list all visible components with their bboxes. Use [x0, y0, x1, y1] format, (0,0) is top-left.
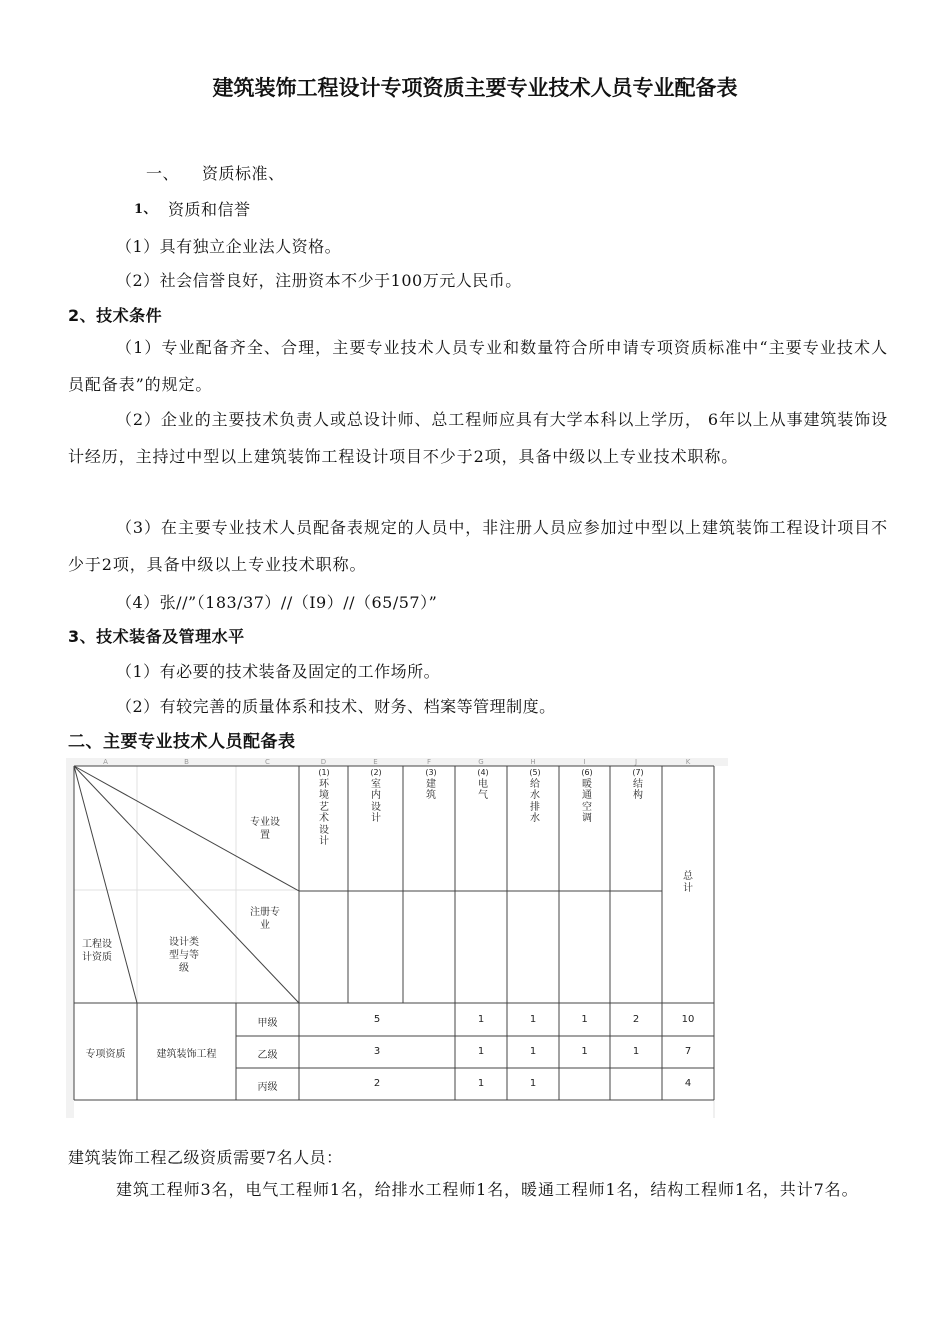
section1-heading: 资质标准、	[202, 164, 285, 183]
col-letter-b: B	[184, 758, 189, 766]
row1-h: 1	[529, 1014, 537, 1025]
major-7: (7) 结构	[632, 768, 644, 801]
subsection1-num: 1、	[134, 202, 158, 217]
label-design-type: 设计类型与等级	[169, 937, 199, 974]
cell-design-type: 建筑装饰工程	[156, 1049, 217, 1060]
item-1-1: （1）具有独立企业法人资格。	[116, 237, 342, 256]
row1-k: 10	[681, 1014, 695, 1025]
item-3-2: （2）有较完善的质量体系和技术、财务、档案等管理制度。	[116, 697, 556, 716]
row2-j: 1	[632, 1046, 640, 1057]
row1-j: 2	[632, 1014, 640, 1025]
grade-1: 甲级	[257, 1018, 278, 1029]
row2-k: 7	[684, 1046, 692, 1057]
page-title: 建筑装饰工程设计专项资质主要专业技术人员专业配备表	[212, 76, 738, 100]
note-requirement: 建筑装饰工程乙级资质需要7名人员：	[68, 1148, 343, 1167]
row2-i: 1	[581, 1046, 588, 1057]
col-letter-h: H	[530, 758, 536, 766]
col-letter-f: F	[426, 758, 432, 766]
col-letter-i: I	[583, 758, 586, 766]
staffing-table	[66, 758, 728, 1118]
grade-3: 丙级	[257, 1082, 278, 1093]
major-3: (3) 建筑	[425, 768, 437, 801]
row3-h: 1	[529, 1078, 537, 1089]
row3-g: 1	[477, 1078, 485, 1089]
col-letter-j: J	[634, 758, 638, 766]
label-registered-major: 注册专业	[250, 907, 280, 931]
label-major-setting: 专业设置	[250, 817, 280, 841]
col-letter-e: E	[373, 758, 378, 766]
subsection3-heading: 3、技术装备及管理水平	[68, 627, 245, 646]
section1-heading-num: 一、	[146, 164, 180, 183]
label-qualification: 工程设计资质	[82, 939, 112, 963]
subsection1-heading: 资质和信誉	[168, 200, 251, 219]
item-2-2: （2）企业的主要技术负责人或总设计师、总工程师应具有大学本科以上学历， 6年以上从事建筑装饰设计经历，主持过中型以上建筑装饰工程设计项目不少于2项，具备中级以上专业技术职称。	[68, 410, 888, 466]
section2-heading: 二、主要专业技术人员配备表	[68, 732, 296, 752]
item-2-4: （4）张//”（183/37）//（I9）//（65/57）”	[116, 593, 438, 612]
row2-g: 1	[477, 1046, 485, 1057]
major-5: (5) 给水排水	[529, 768, 541, 824]
grade-2: 乙级	[257, 1050, 278, 1061]
total-header: 总计	[683, 871, 693, 894]
item-2-3: （3）在主要专业技术人员配备表规定的人员中，非注册人员应参加过中型以上建筑装饰工程设计项目不少于2项，具备中级以上专业技术职称。	[68, 518, 888, 574]
row1-d-f: 5	[373, 1014, 381, 1025]
major-1: (1) 环境艺术设计	[318, 768, 330, 847]
col-letter-c: C	[265, 758, 270, 766]
major-4: (4) 电气	[477, 768, 489, 801]
row2-h: 1	[529, 1046, 537, 1057]
item-1-2: （2）社会信誉良好，注册资本不少于100万元人民币。	[116, 271, 522, 290]
item-3-1: （1）有必要的技术装备及固定的工作场所。	[116, 662, 441, 681]
row3-d-f: 2	[373, 1078, 381, 1089]
row1-g: 1	[477, 1014, 485, 1025]
col-letter-g: G	[478, 758, 484, 766]
major-6: (6) 暖通空调	[581, 768, 593, 824]
cell-qualification: 专项资质	[85, 1049, 126, 1060]
item-2-1: （1）专业配备齐全、合理，主要专业技术人员专业和数量符合所申请专项资质标准中“主要专业技术人员配备表”的规定。	[68, 338, 888, 394]
row2-d-f: 3	[373, 1046, 381, 1057]
row3-k: 4	[684, 1078, 692, 1089]
row1-i: 1	[581, 1014, 588, 1025]
col-letter-a: A	[103, 758, 108, 766]
note-breakdown: 建筑工程师3名，电气工程师1名，给排水工程师1名，暖通工程师1名，结构工程师1名，共计7名。	[116, 1180, 859, 1199]
major-2: (2) 室内设计	[370, 768, 382, 824]
subsection2-heading: 2、技术条件	[68, 306, 163, 325]
col-letter-d: D	[320, 758, 327, 766]
col-letter-k: K	[685, 758, 691, 766]
